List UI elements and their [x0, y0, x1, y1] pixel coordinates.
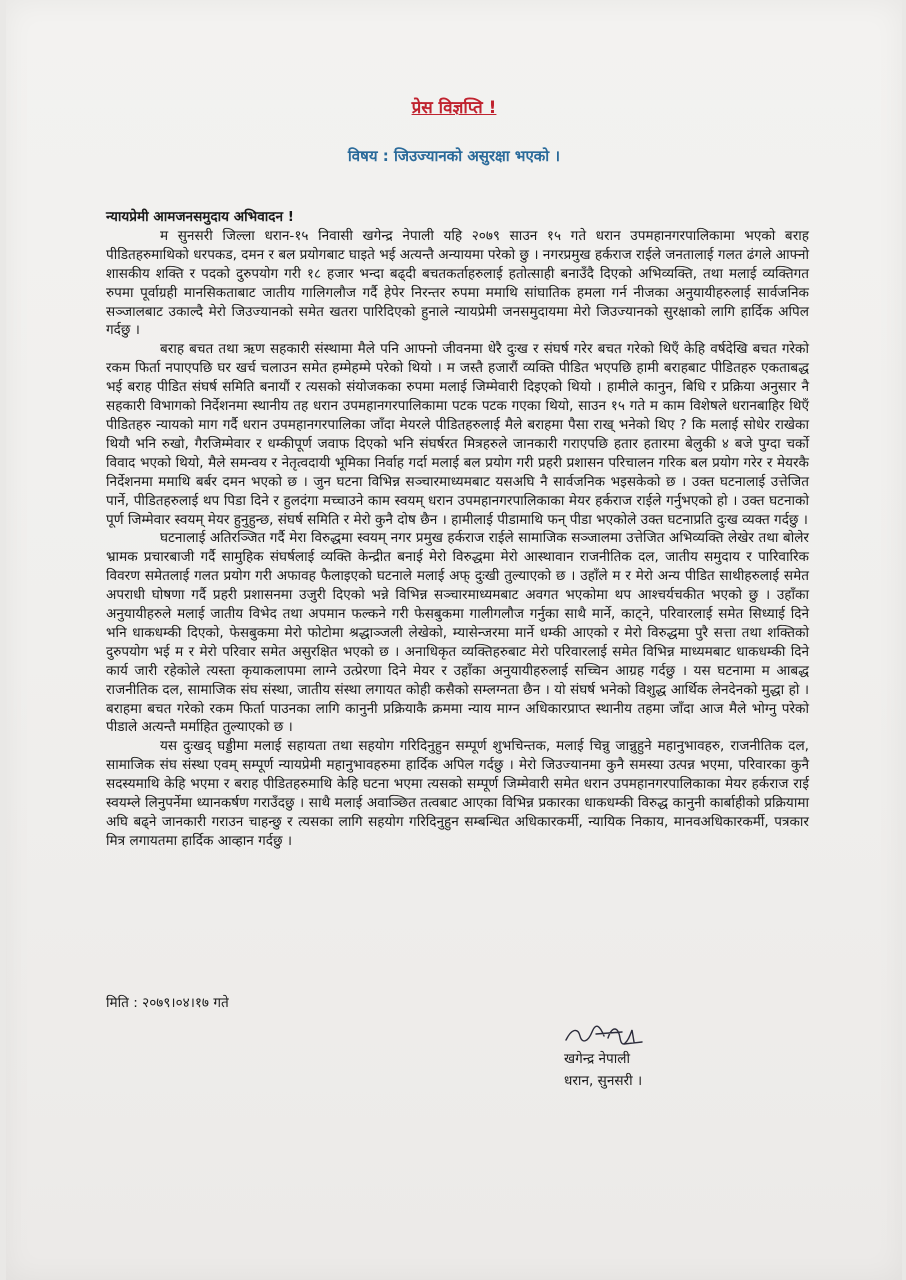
greeting: न्यायप्रेमी आमजनसमुदाय अभिवादन ! [106, 209, 294, 225]
subject-line: विषय : जिउज्यानको असुरक्षा भएको । [347, 147, 561, 165]
handwritten-signature [562, 1020, 646, 1048]
document-page [6, 0, 902, 1280]
signatory-place: धरान, सुनसरी । [564, 1073, 643, 1089]
paragraph-1: म सुनसरी जिल्ला धरान-१५ निवासी खगेन्द्र नेपाली यहि २०७९ साउन १५ गते धरान उपमहानगरपालिकामा भएको बराह पीडितहरुमाथिको धरपकड, दमन र बल प्रयोगबाट घाइते भई अत्यन्तै अन्यायमा परेको छु । नगरप्रमुख हर्कराज राईले जनतालाई गलत ढंगले आफ्नो शासकीय शक्ति र पदको दुरुपयोग गरी १८ हजार भन्दा बढ्दी बचतकर्ताहरुलाई हतोत्साही बनाउँदै दिएको अभिव्यक्ति, तथा मलाई व्यक्तिगत रुपमा पूर्वाग्रही मानसिकताबाट जातीय गालिगलौज गर्दै हेपेर निरन्तर रुपमा ममाथि सांघातिक हमला गर्न नीजका अनुयायीहरुलाई सार्वजनिक सञ्जालबाट उकाल्दै मेरो जिउज्यानको समेत खतरा पारिदिएको हुनाले न्यायप्रेमी जनसमुदायमा मेरो जिउज्यानको सुरक्षाको लागि हार्दिक अपिल गर्दछु । [106, 227, 809, 339]
paragraph-2: बराह बचत तथा ऋण सहकारी संस्थामा मैले पनि आफ्नो जीवनमा धेरै दुःख र संघर्ष गरेर बचत गरेको थिएँ केहि वर्षदेखि बचत गरेको रकम फिर्ता नपाएपछि घर खर्च चलाउन समेत हम्मेहम्मे परेको थियो । म जस्तै हजारौं व्यक्ति पीडित भएपछि हामी बराहबाट पीडितहरु एकताबद्ध भई बराह पीडित संघर्ष समिति बनायौं र त्यसको संयोजकका रुपमा मलाई जिम्मेवारी दिइएको थियो । हामीले कानुन, बिधि र प्रक्रिया अनुसार नै सहकारी विभागको निर्देशनमा स्थानीय तह धरान उपमहानगरपालिकामा पटक पटक गएका थियो, साउन १५ गते म काम विशेषले धरानबाहिर थिएँ पीडितहरु न्यायको माग गर्दै धरान उपमहानगरपालिका जाँदा मेयरले पीडितहरुलाई मैले बराहमा पैसा राख् भनेको थिए ? कि मलाई सोधेर राखेका थियौ भनि रुखो, गैरजिम्मेवार र धम्कीपूर्ण जवाफ दिएको भनि संघर्षरत मित्रहरुले जानकारी गराएपछि हतार हतारमा बेलुकी ४ बजे पुग्दा चर्को विवाद भएको थियो, मैले समन्वय र नेतृत्वदायी भूमिका निर्वाह गर्दा मलाई बल प्रयोग गरी प्रहरी प्रशासन परिचालन गरिक बल प्रयोग गरेर र मेयरकै निर्देशनमा ममाथि बर्बर दमन भएको छ । जुन घटना विभिन्न सञ्चारमाध्यमबाट यसअघि नै सार्वजनिक भइसकेको छ । उक्त घटनालाई उत्तेजित पार्ने, पीडितहरुलाई थप पिडा दिने र हुलदंगा मच्चाउने काम स्वयम् धरान उपमहानगरपालिकाका मेयर हर्कराज राईले गर्नुभएको हो । उक्त घटनाको पूर्ण जिम्मेवार स्वयम् मेयर हुनुहुन्छ, संघर्ष समिति र मेरो कुनै दोष छैन । हामीलाई पीडामाथि फन् पीडा भएकोले उक्त घटनाप्रति दुःख व्यक्त गर्दछु । [106, 341, 809, 528]
paragraph-3: घटनालाई अतिरञ्जित गर्दै मेरा विरुद्धमा स्वयम् नगर प्रमुख हर्कराज राईले सामाजिक सञ्जालमा उत्तेजित अभिव्यक्ति लेखेर तथा बोलेर भ्रामक प्रचारबाजी गर्दै सामुहिक संघर्षलाई व्यक्ति केन्द्रीत बनाई मेरो विरुद्धमा मेरो आस्थावान राजनीतिक दल, जातीय समुदाय र पारिवारिक विवरण समेतलाई गलत प्रयोग गरी अफावह फैलाइएको घटनाले मलाई अफ् दुःखी तुल्याएको छ । उहाँले म र मेरो अन्य पीडित साथीहरुलाई समेत अपराधी घोषणा गर्दै प्रहरी प्रशासनमा उजुरी दिएको भन्ने विभिन्न सञ्चारमाध्यमबाट अवगत भएकोमा थप आश्चर्यचकीत भएको छु । उहाँका अनुयायीहरुले मलाई जातीय विभेद तथा अपमान फल्कने गरी फेसबुकमा गालीगलौज गर्नुका साथै मार्ने, काट्ने, परिवारलाई समेत सिध्याई दिने भनि धाकधम्की दिएको, फेसबुकमा मेरो फोटोमा श्रद्धाञ्जली लेखेको, म्यासेन्जरमा मार्ने धम्की आएको र मेरो विरुद्धमा पुरै सत्ता तथा शक्तिको दुरुपयोग भई म र मेरो परिवार समेत असुरक्षित भएको छ । अनाधिकृत व्यक्तिहरुबाट मेरो परिवारलाई समेत विभिन्न माध्यमबाट धाकधम्की दिने कार्य जारी रहेकोले त्यस्ता कृयाकलापमा लाग्ने उत्प्रेरणा दिने मेयर र उहाँका अनुयायीहरुलाई सच्चिन आग्रह गर्दछु । यस घटनामा म आबद्ध राजनीतिक दल, सामाजिक संघ संस्था, जातीय संस्था लगायत कोही कसैको सम्लग्नता छैन । यो संघर्ष भनेको विशुद्ध आर्थिक लेनदेनको मुद्धा हो । बराहमा बचत गरेको रकम फिर्ता पाउनका लागि कानुनी प्रक्रियाकै क्रममा न्याय माग्न अधिकारप्राप्त स्थानीय तहमा जाँदा आज मैले भोग्नु परेको पीडाले अत्यन्तै मर्माहित तुल्याएको छ । [106, 530, 809, 736]
paragraph-4: यस दुःखद् घड्डीमा मलाई सहायता तथा सहयोग गरिदिनुहुन सम्पूर्ण शुभचिन्तक, मलाई चिन्नु जान्नुहुने महानुभावहरु, राजनीतिक दल, सामाजिक संघ संस्था एवम् सम्पूर्ण न्यायप्रेमी महानुभावहरुमा हार्दिक अपिल गर्दछु । मेरो जिउज्यानमा कुनै समस्या उत्पन्न भएमा, परिवारका कुनै सदस्यमाथि केहि भएमा र बराह पीडितहरुमाथि केहि घटना भएमा त्यसको सम्पूर्ण जिम्मेवारी समेत धरान उपमहानगरपालिकाका मेयर हर्कराज राई स्वयम्ले लिनुपर्नेमा ध्यानकर्षण गराउँदछु । साथै मलाई अवाञ्छित तत्वबाट आएका विभिन्न प्रकारका धाकधम्की विरुद्ध कानुनी कार्बाहीको प्रक्रियामा अघि बढ्ने जानकारी गराउन चाहन्छु र त्यसका लागि सहयोग गरिदिनुहुन सम्बन्धित अधिकारकर्मी, न्यायिक निकाय, मानवअधिकारकर्मी, पत्रकार मित्र लगायतमा हार्दिक आव्हान गर्दछु । [106, 738, 809, 849]
letter-body [106, 208, 809, 851]
press-release-title: प्रेस विज्ञप्ति ! [411, 98, 497, 118]
signatory-name: खगेन्द्र नेपाली [564, 1051, 631, 1067]
date-line: मिति : २०७९।०४।१७ गते [106, 995, 229, 1011]
